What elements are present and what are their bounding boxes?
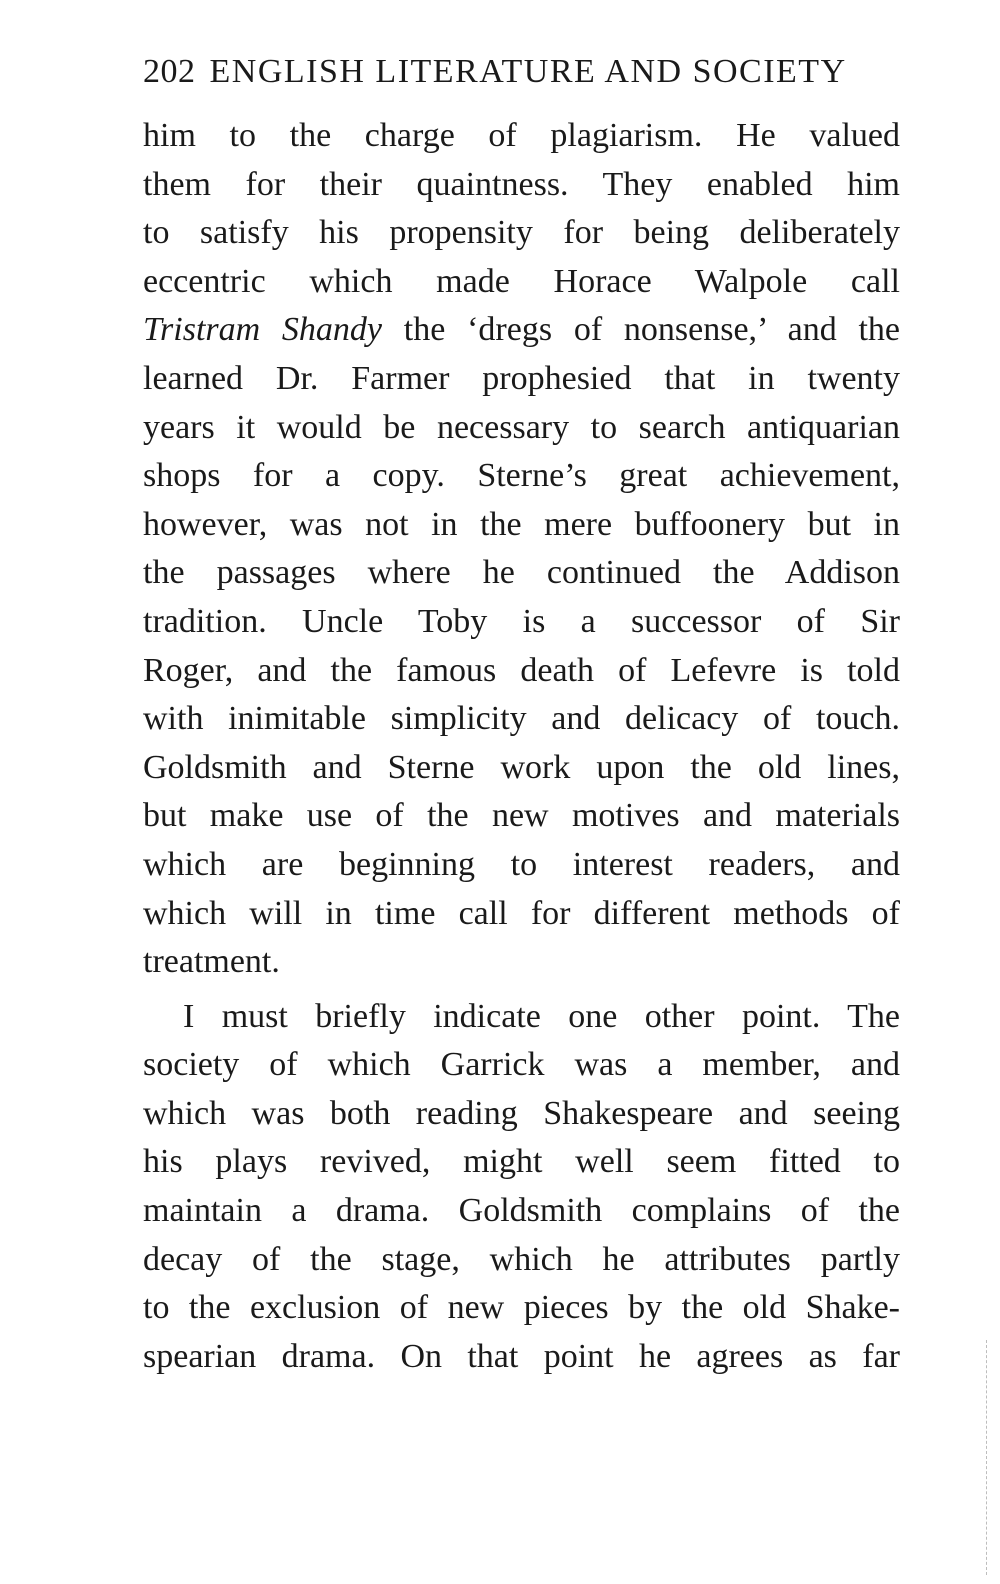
text-line: the passages where he continued the Addison — [143, 554, 900, 592]
running-title: ENGLISH LITERATURE AND SOCIETY — [209, 53, 847, 90]
text-line: society of which Garrick was a member, and — [143, 1046, 900, 1084]
text-line: to the exclusion of new pieces by the old Shake- — [143, 1289, 900, 1327]
paragraph-1 — [143, 112, 900, 987]
text-line — [143, 306, 900, 355]
text-line: learned Dr. Farmer prophesied that in twenty — [143, 359, 900, 397]
paragraph-2 — [143, 993, 900, 1382]
text-line: years it would be necessary to search antiquarian — [143, 408, 900, 446]
text-line: maintain a drama. Goldsmith complains of the — [143, 1192, 900, 1230]
text-line: but make use of the new motives and materials — [143, 797, 900, 835]
text-line-rest: the ‘dregs of nonsense,’ and the — [382, 311, 900, 349]
text-line: them for their quaintness. They enabled him — [143, 165, 900, 203]
page-number: 202 — [143, 53, 196, 90]
text-line: decay of the stage, which he attributes partly — [143, 1240, 900, 1278]
text-line: him to the charge of plagiarism. He valued — [143, 117, 900, 154]
text-line: to satisfy his propensity for being deliberately — [143, 214, 900, 252]
text-line: treatment. — [143, 943, 280, 981]
text-line: tradition. Uncle Toby is a successor of Sir — [143, 602, 900, 640]
scan-edge-mark — [986, 1340, 987, 1575]
text-line: eccentric which made Horace Walpole call — [143, 262, 900, 300]
text-line: which will in time call for different methods of — [143, 894, 900, 932]
text-line: Roger, and the famous death of Lefevre is told — [143, 651, 900, 689]
running-head — [143, 44, 903, 100]
text-line: I must briefly indicate one other point. The — [183, 997, 900, 1035]
book-title-italic: Tristram Shandy — [143, 311, 383, 349]
text-line: which was both reading Shakespeare and seeing — [143, 1094, 900, 1132]
text-line: his plays revived, might well seem fitted to — [143, 1143, 900, 1181]
text-line: with inimitable simplicity and delicacy of touch. — [143, 700, 900, 738]
body-text — [143, 112, 900, 1381]
text-line: spearian drama. On that point he agrees as far — [143, 1337, 900, 1375]
text-line: which are beginning to interest readers, and — [143, 845, 900, 883]
text-line: Goldsmith and Sterne work upon the old lines, — [143, 748, 900, 786]
text-line: however, was not in the mere buffoonery but in — [143, 505, 900, 543]
text-line: shops for a copy. Sterne’s great achievement, — [143, 457, 900, 495]
